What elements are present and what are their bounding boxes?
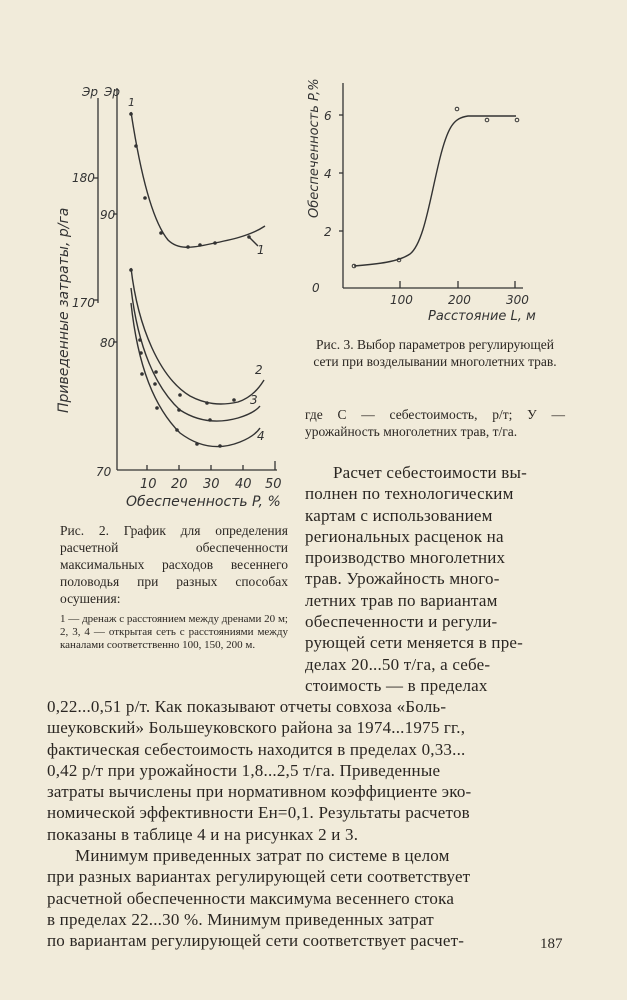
fig2-curve-label-1: 1 [257, 243, 265, 257]
text-line: фактическая себестоимость находится в пределах 0,33... [47, 739, 466, 759]
fig2-curve-label-1a: 1 [128, 96, 135, 109]
text-line: в пределах 22...30 %. Минимум приведенных затрат [47, 909, 434, 929]
fig3-xtick-200: 200 [448, 293, 471, 307]
fig2-curve-1 [131, 112, 265, 247]
text-line: расчетной обеспеченности максимума весеннего стока [47, 888, 455, 908]
text-line: Минимум приведенных затрат по системе в целом [75, 846, 450, 866]
fig2-curve-label-3: 3 [250, 393, 258, 407]
fig2-xtick-40: 40 [235, 477, 252, 492]
fig2-unit-right: Эр [104, 85, 120, 99]
text-line: 0,42 р/т при урожайности 1,8...2,5 т/га. Приведенные [47, 760, 441, 780]
fig2-curve-label-2: 2 [255, 363, 263, 377]
fig2-caption-legend: 1 — дренаж с расстоянием между дренами 20 м; 2, 3, 4 — открытая сеть с расстояниями между каналами соответственно 100, 150, 200 м. [60, 613, 288, 651]
text-line: делах 20...50 т/га, а себе- [305, 654, 491, 674]
right-column-text [305, 462, 565, 696]
fig2-xtick-50: 50 [265, 477, 282, 492]
text-line: шеуковский» Большеуковского района за 1974...1975 гг., [47, 718, 466, 738]
fig2-x-ticks [147, 461, 275, 470]
text-line: трав. Урожайность много- [305, 569, 500, 589]
fig3-ytick-2: 2 [324, 225, 332, 239]
text-line: картам с использованием [305, 505, 493, 525]
text-line: стоимость — в пределах [305, 675, 488, 695]
fig3-x-label: Расстояние L, м [428, 309, 536, 324]
page-number: 187 [540, 936, 563, 952]
text-line: при разных вариантах регулирующей сети соответствует [47, 867, 471, 887]
fig2-caption [60, 522, 288, 652]
text-line: показаны в таблице 4 и на рисунках 2 и 3. [47, 824, 359, 844]
figure-3-chart [298, 78, 536, 324]
text-line: летних трав по вариантам [305, 590, 498, 610]
text-line: Расчет себестоимости вы- [333, 463, 527, 482]
fig3-ytick-0: 0 [312, 281, 320, 295]
text-line: по вариантам регулирующей сети соответствует расчет- [47, 931, 465, 951]
fig2-tick-70: 70 [96, 465, 112, 479]
fig2-xtick-30: 30 [203, 477, 220, 492]
text-line: полнен по технологическим [305, 484, 514, 504]
fig2-tick-170: 170 [72, 296, 95, 310]
text-line: производство многолетних [305, 548, 506, 568]
fig2-curve-label-4: 4 [257, 429, 265, 443]
text-line: номической эффективности Eн=0,1. Результаты расчетов [47, 803, 470, 823]
fig2-tick-90: 90 [100, 208, 116, 222]
text-line: затраты вычислены при нормативном коэффициенте эко- [47, 782, 472, 802]
fig3-curve [354, 116, 516, 266]
text-line: 0,22...0,51 р/т. Как показывают отчеты совхоза «Боль- [47, 697, 447, 716]
fig3-xtick-300: 300 [506, 293, 529, 307]
fig2-curve-4 [131, 303, 260, 447]
fig2-tick-180: 180 [72, 171, 95, 185]
fig3-xtick-100: 100 [390, 293, 413, 307]
text-line: региональных расценок на [305, 526, 504, 546]
fig3-ytick-6: 6 [324, 109, 332, 123]
fig2-y-label: Приведенные затраты, р/га [56, 207, 72, 413]
text-line: рующей сети меняется в пре- [305, 633, 524, 653]
body-text-full [47, 696, 567, 952]
fig2-curve-2 [131, 268, 264, 404]
fig2-tick-80: 80 [100, 336, 116, 350]
fig2-xtick-10: 10 [140, 477, 157, 492]
fig2-unit-left: Эр [82, 85, 98, 99]
figure-3 [298, 78, 536, 324]
fig3-caption: Рис. 3. Выбор параметров регулирующей сети при возделывании многолетних трав. [313, 337, 557, 369]
figure-2-chart [56, 78, 295, 518]
right-column-note: где С — себестоимость, р/т; У — урожайность многолетних трав, т/га. [305, 407, 565, 439]
figure-2 [56, 78, 295, 518]
text-line: обеспеченности и регули- [305, 612, 498, 632]
fig3-y-label: Обеспеченность P,% [307, 78, 322, 218]
fig2-xtick-20: 20 [171, 477, 188, 492]
fig2-caption-title: Рис. 2. График для определения расчетной обеспеченности максимальных расходов весеннего половодья при разных способах осушения: [60, 523, 288, 606]
fig2-x-label: Обеспеченность P, % [126, 494, 281, 510]
fig3-ytick-4: 4 [324, 167, 332, 181]
